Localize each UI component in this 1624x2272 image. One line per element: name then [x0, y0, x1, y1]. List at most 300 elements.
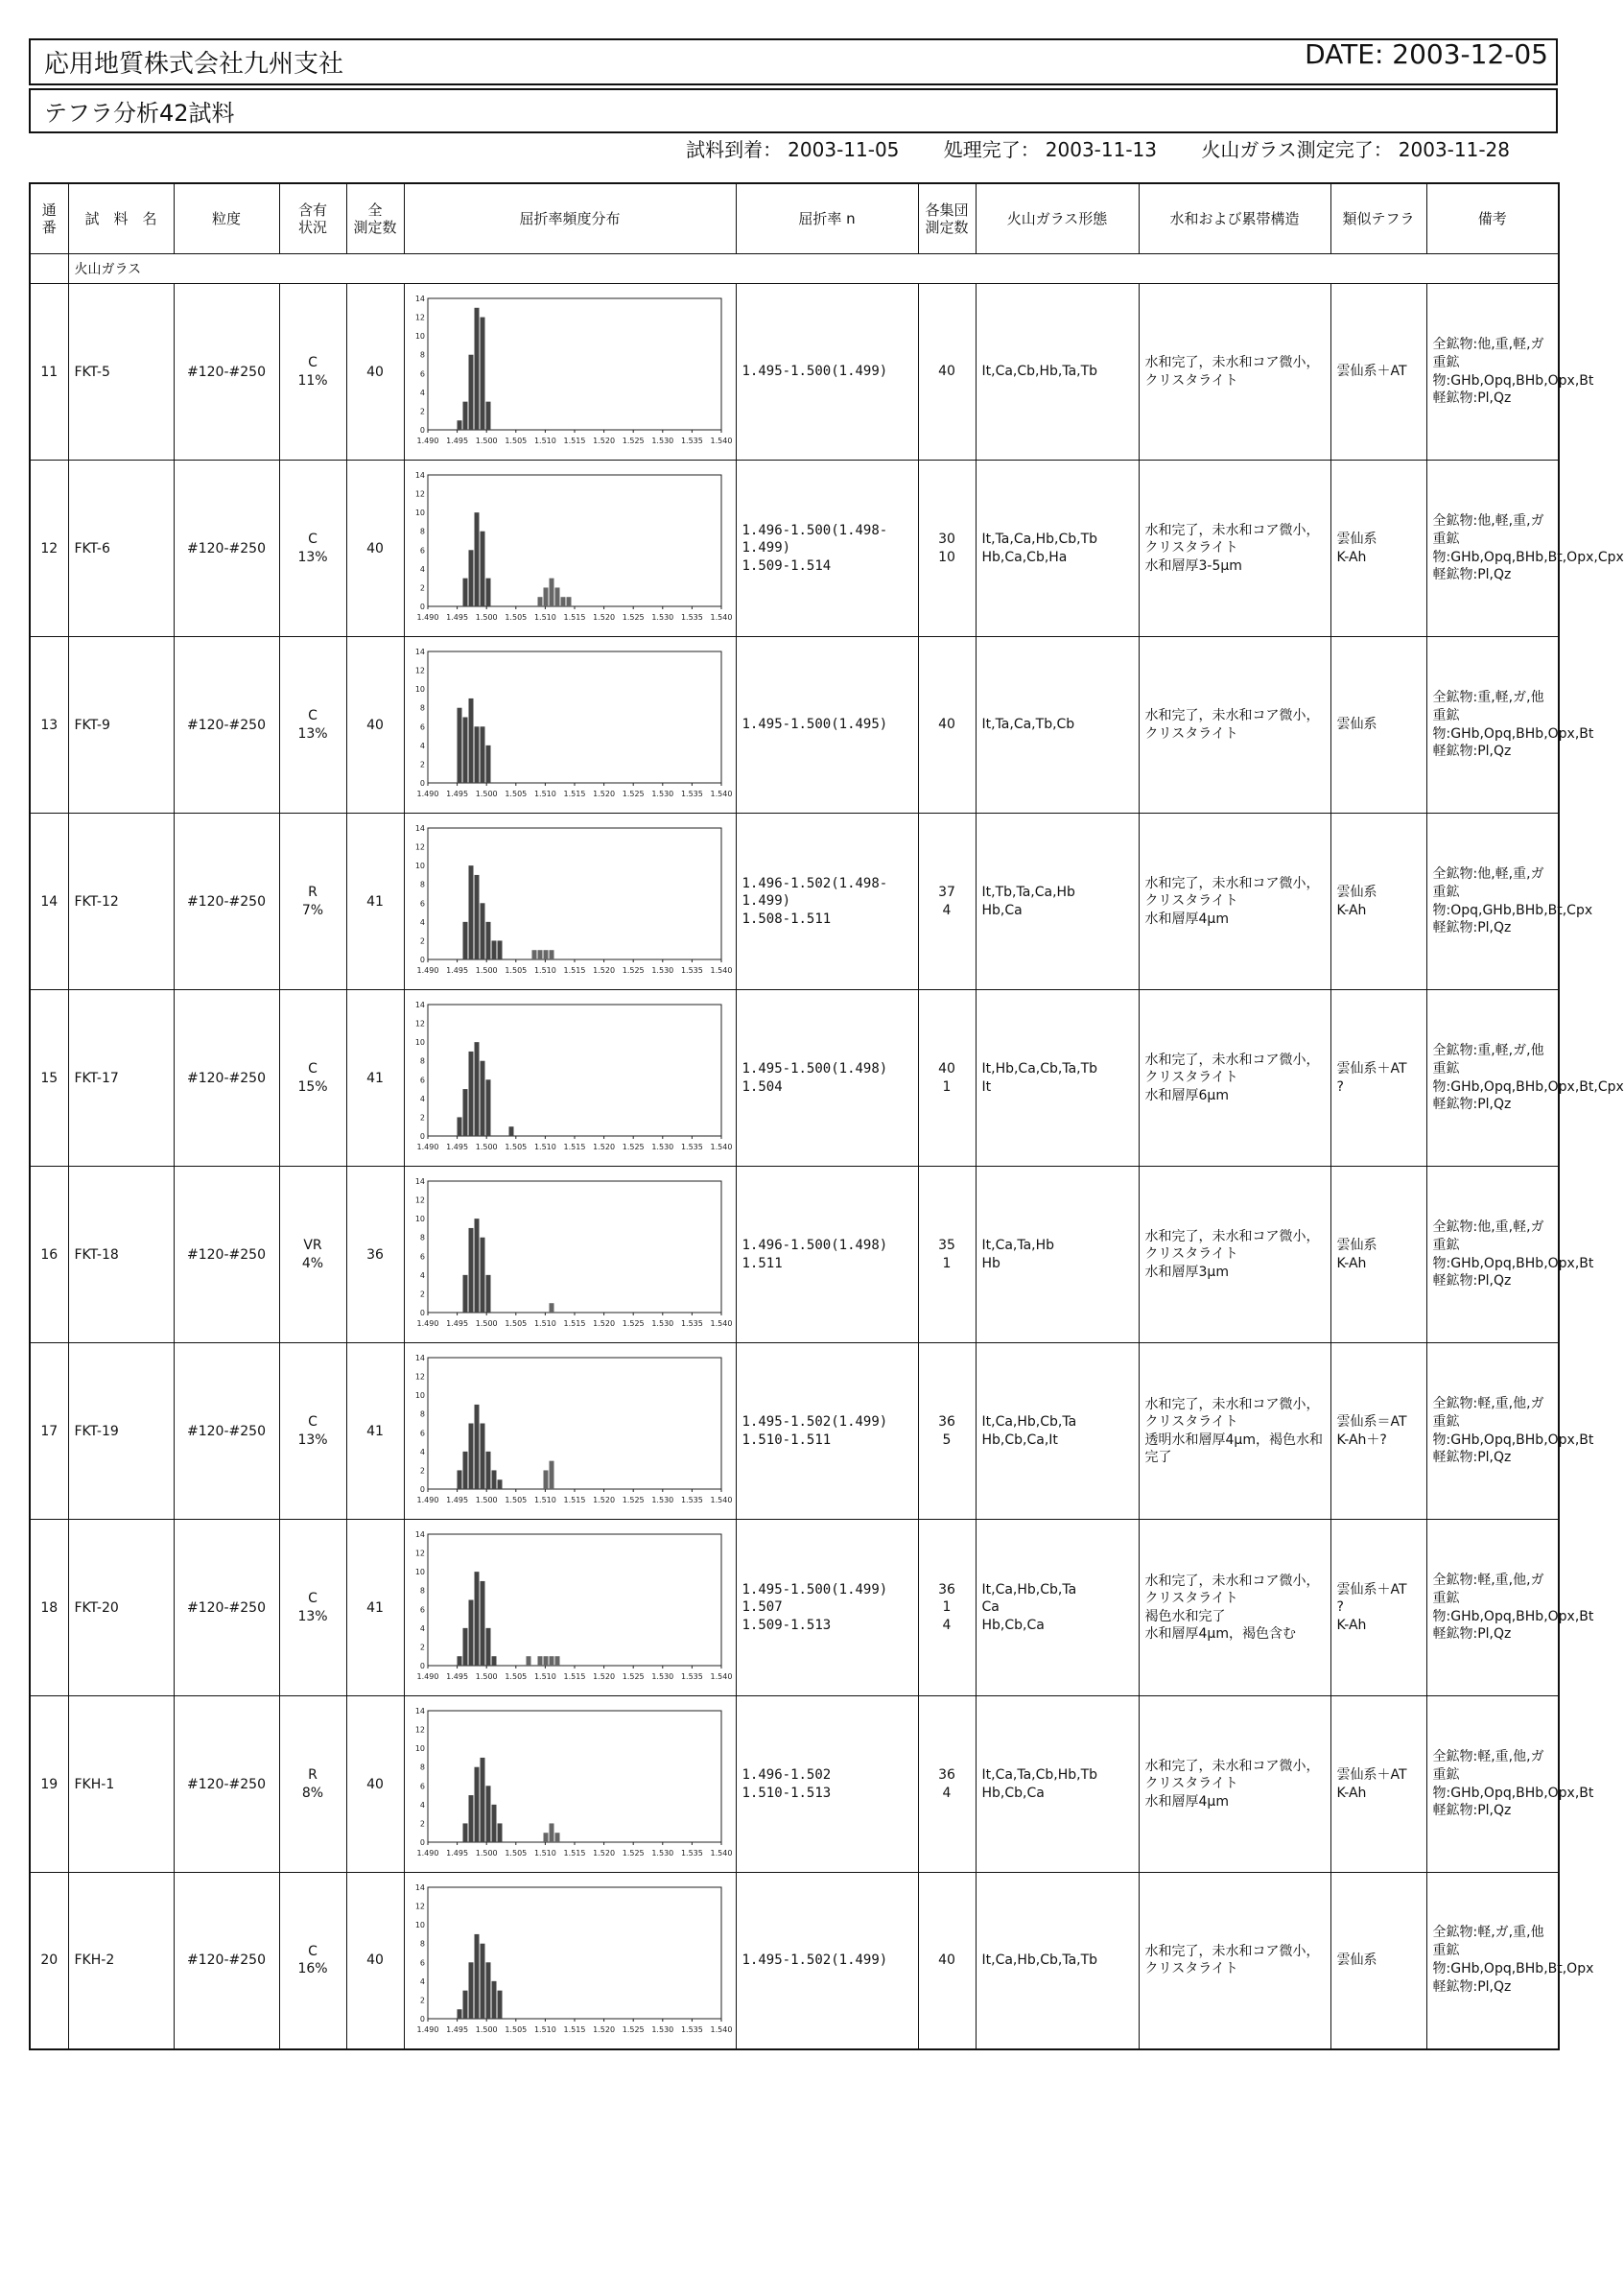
x-tick-label: 1.490: [416, 790, 438, 798]
y-tick-label: 14: [414, 295, 425, 303]
y-tick-label: 0: [419, 1838, 425, 1847]
x-tick-label: 1.510: [533, 966, 556, 975]
similar-tephra: 雲仙系: [1330, 1873, 1426, 2049]
x-tick-label: 1.515: [563, 1319, 585, 1328]
x-tick-label: 1.495: [445, 1849, 468, 1858]
x-tick-label: 1.510: [533, 2024, 556, 2034]
processed-date: 2003-11-13: [1045, 138, 1157, 161]
histogram-bar: [491, 1981, 496, 2019]
x-tick-label: 1.500: [475, 1496, 498, 1504]
x-tick-label: 1.525: [622, 1672, 645, 1681]
x-tick-label: 1.520: [592, 1319, 615, 1328]
x-tick-label: 1.520: [592, 966, 615, 975]
x-tick-label: 1.510: [533, 437, 556, 445]
histogram-bar: [491, 1805, 496, 1842]
x-tick-label: 1.540: [710, 1672, 732, 1681]
histogram-bar: [531, 950, 536, 959]
col-name: 試 料 名: [68, 183, 174, 254]
histogram-chart: [411, 1705, 732, 1863]
x-tick-label: 1.535: [680, 790, 703, 798]
histogram-bar: [543, 1656, 548, 1666]
histogram-bar: [497, 1479, 502, 1489]
no: 12: [30, 461, 68, 637]
y-tick-label: 0: [419, 426, 425, 435]
x-tick-label: 1.505: [504, 1849, 527, 1858]
refractive-index: 1.495-1.500(1.499) 1.507 1.509-1.513: [736, 1520, 918, 1696]
y-tick-label: 4: [419, 917, 425, 927]
arrival-label: 試料到着：: [686, 138, 783, 161]
measured-date-group: [1201, 138, 1510, 161]
table-row: [30, 1696, 1559, 1873]
y-tick-label: 8: [419, 1939, 425, 1949]
y-tick-label: 14: [414, 824, 425, 833]
histogram-bar: [480, 1238, 484, 1313]
refractive-index: 1.495-1.500(1.495): [736, 637, 918, 814]
x-tick-label: 1.500: [475, 1672, 498, 1681]
histogram-bar: [549, 950, 553, 959]
x-tick-label: 1.530: [650, 1849, 673, 1858]
refractive-index: 1.496-1.500(1.498) 1.511: [736, 1167, 918, 1343]
histogram-bar: [480, 1943, 484, 2018]
refractive-index: 1.496-1.502(1.498-1.499) 1.508-1.511: [736, 814, 918, 990]
glass-shape: It,Ca,Hb,Cb,Ta Ca Hb,Cb,Ca: [976, 1520, 1139, 1696]
table-row: [30, 1873, 1559, 2049]
x-tick-label: 1.515: [563, 613, 585, 622]
histogram-bar: [549, 579, 553, 606]
x-tick-label: 1.495: [445, 790, 468, 798]
histogram: [404, 461, 736, 637]
x-tick-label: 1.540: [710, 613, 732, 622]
sample-name: FKT-17: [68, 990, 174, 1167]
y-tick-label: 2: [419, 407, 425, 416]
tephra-table: [29, 182, 1624, 2050]
histogram-bar: [468, 355, 473, 430]
col-hist: 屈折率頻度分布: [404, 183, 736, 254]
hydration: 水和完了，未水和コア微小，クリスタライト 透明水和層厚4μm，褐色水和完了: [1139, 1343, 1330, 1520]
histogram-bar: [491, 940, 496, 959]
x-tick-label: 1.500: [475, 790, 498, 798]
remarks: 全鉱物:軽,重,他,ガ 重鉱物:GHb,Opq,BHb,Opx,Bt 軽鉱物:Pl,Qz: [1426, 1343, 1559, 1520]
histogram-bar: [526, 1656, 530, 1666]
histogram-bar: [485, 1079, 490, 1136]
histogram-bar: [480, 903, 484, 959]
y-tick-label: 14: [414, 1177, 425, 1186]
glass-shape: It,Hb,Ca,Cb,Ta,Tb It: [976, 990, 1139, 1167]
measured-label: 火山ガラス測定完了：: [1201, 138, 1393, 161]
y-tick-label: 12: [414, 1195, 425, 1205]
x-tick-label: 1.525: [622, 1143, 645, 1151]
y-tick-label: 6: [419, 1252, 425, 1262]
content-status: C 11%: [279, 284, 346, 461]
x-tick-label: 1.510: [533, 790, 556, 798]
y-tick-label: 10: [414, 509, 425, 518]
histogram-bar: [497, 940, 502, 959]
y-tick-label: 8: [419, 1056, 425, 1066]
histogram-bar: [480, 1424, 484, 1490]
x-tick-label: 1.520: [592, 1143, 615, 1151]
refractive-index: 1.496-1.500(1.498-1.499) 1.509-1.514: [736, 461, 918, 637]
col-grain: 粒度: [174, 183, 279, 254]
total-count: 40: [346, 637, 404, 814]
content-status: C 13%: [279, 461, 346, 637]
remarks: 全鉱物:他,重,軽,ガ 重鉱物:GHb,Opq,BHb,Opx,Bt 軽鉱物:Pl,Qz: [1426, 1167, 1559, 1343]
x-tick-label: 1.515: [563, 1496, 585, 1504]
arrival-date-group: [686, 138, 899, 161]
y-tick-label: 12: [414, 842, 425, 852]
histogram-bar: [485, 1275, 490, 1313]
histogram-chart: [411, 1352, 732, 1510]
y-tick-label: 6: [419, 722, 425, 732]
sample-name: FKT-20: [68, 1520, 174, 1696]
y-tick-label: 12: [414, 489, 425, 499]
group-row: [30, 254, 1559, 284]
y-tick-label: 0: [419, 1132, 425, 1141]
hydration: 水和完了，未水和コア微小，クリスタライト 水和層厚3μm: [1139, 1167, 1330, 1343]
x-tick-label: 1.540: [710, 966, 732, 975]
histogram-bar: [485, 1452, 490, 1489]
histogram-bar: [543, 587, 548, 606]
group-count: 36 1 4: [918, 1520, 976, 1696]
group-count: 35 1: [918, 1167, 976, 1343]
refractive-index: 1.495-1.502(1.499) 1.510-1.511: [736, 1343, 918, 1520]
y-tick-label: 14: [414, 648, 425, 656]
y-tick-label: 8: [419, 350, 425, 360]
y-tick-label: 0: [419, 1662, 425, 1670]
histogram-bar: [485, 402, 490, 430]
y-tick-label: 4: [419, 741, 425, 750]
similar-tephra: 雲仙系＋AT ? K-Ah: [1330, 1520, 1426, 1696]
content-status: C 13%: [279, 1343, 346, 1520]
histogram-bar: [474, 1405, 479, 1489]
histogram-chart: [411, 1882, 732, 2040]
histogram-chart: [411, 646, 732, 804]
total-count: 40: [346, 461, 404, 637]
x-tick-label: 1.520: [592, 437, 615, 445]
total-count: 41: [346, 814, 404, 990]
histogram-bar: [554, 1656, 559, 1666]
content-status: R 8%: [279, 1696, 346, 1873]
x-tick-label: 1.500: [475, 2024, 498, 2034]
x-tick-label: 1.510: [533, 1319, 556, 1328]
histogram-bar: [537, 597, 542, 606]
y-tick-label: 14: [414, 1354, 425, 1362]
y-tick-label: 2: [419, 760, 425, 769]
y-tick-label: 14: [414, 1530, 425, 1539]
x-tick-label: 1.495: [445, 613, 468, 622]
histogram-bar: [462, 1823, 467, 1842]
total-count: 41: [346, 1520, 404, 1696]
x-tick-label: 1.540: [710, 437, 732, 445]
histogram-bar: [480, 1581, 484, 1666]
x-tick-label: 1.520: [592, 613, 615, 622]
x-tick-label: 1.535: [680, 2024, 703, 2034]
group-count: 37 4: [918, 814, 976, 990]
histogram-bar: [468, 698, 473, 783]
x-tick-label: 1.495: [445, 437, 468, 445]
histogram-bar: [485, 1962, 490, 2019]
y-tick-label: 12: [414, 1902, 425, 1911]
y-tick-label: 8: [419, 703, 425, 713]
histogram-bar: [457, 1656, 461, 1666]
y-tick-label: 14: [414, 1707, 425, 1716]
glass-shape: It,Ca,Cb,Hb,Ta,Tb: [976, 284, 1139, 461]
x-tick-label: 1.510: [533, 1672, 556, 1681]
x-tick-label: 1.505: [504, 613, 527, 622]
histogram-bar: [485, 1628, 490, 1666]
arrival-date: 2003-11-05: [788, 138, 900, 161]
histogram-bar: [457, 1470, 461, 1489]
y-tick-label: 2: [419, 1819, 425, 1829]
x-tick-label: 1.495: [445, 2024, 468, 2034]
x-tick-label: 1.530: [650, 1319, 673, 1328]
x-tick-label: 1.490: [416, 1319, 438, 1328]
histogram: [404, 637, 736, 814]
y-tick-label: 0: [419, 1309, 425, 1317]
x-tick-label: 1.525: [622, 1849, 645, 1858]
histogram-bar: [543, 1833, 548, 1842]
x-tick-label: 1.540: [710, 2024, 732, 2034]
report-subtitle: テフラ分析42試料: [29, 88, 1558, 133]
grain-size: #120-#250: [174, 284, 279, 461]
histogram-bar: [554, 1833, 559, 1842]
histogram-bar: [468, 865, 473, 959]
no: 13: [30, 637, 68, 814]
x-tick-label: 1.510: [533, 613, 556, 622]
measured-date: 2003-11-28: [1398, 138, 1510, 161]
x-tick-label: 1.500: [475, 1319, 498, 1328]
histogram: [404, 990, 736, 1167]
x-tick-label: 1.515: [563, 1849, 585, 1858]
x-tick-label: 1.530: [650, 613, 673, 622]
histogram-bar: [485, 922, 490, 959]
histogram: [404, 1343, 736, 1520]
y-tick-label: 2: [419, 1996, 425, 2005]
x-tick-label: 1.525: [622, 437, 645, 445]
group-count: 40 1: [918, 990, 976, 1167]
x-tick-label: 1.515: [563, 2024, 585, 2034]
glass-shape: It,Ca,Hb,Cb,Ta,Tb: [976, 1873, 1139, 2049]
x-tick-label: 1.495: [445, 1319, 468, 1328]
hydration: 水和完了，未水和コア微小，クリスタライト: [1139, 1873, 1330, 2049]
grain-size: #120-#250: [174, 1167, 279, 1343]
y-tick-label: 4: [419, 1976, 425, 1986]
group-count: 40: [918, 637, 976, 814]
histogram-bar: [537, 950, 542, 959]
x-tick-label: 1.490: [416, 437, 438, 445]
sample-name: FKH-2: [68, 1873, 174, 2049]
histogram-bar: [491, 1656, 496, 1666]
table-row: [30, 814, 1559, 990]
histogram-chart: [411, 469, 732, 627]
no: 19: [30, 1696, 68, 1873]
x-tick-label: 1.525: [622, 1319, 645, 1328]
remarks: 全鉱物:軽,ガ,重,他 重鉱物:GHb,Opq,BHb,Bt,Opx 軽鉱物:Pl,Qz: [1426, 1873, 1559, 2049]
x-tick-label: 1.515: [563, 966, 585, 975]
table-row: [30, 1520, 1559, 1696]
hydration: 水和完了，未水和コア微小，クリスタライト 水和層厚4μm: [1139, 814, 1330, 990]
hydration: 水和完了，未水和コア微小，クリスタライト 水和層厚6μm: [1139, 990, 1330, 1167]
group-count: 36 4: [918, 1696, 976, 1873]
y-tick-label: 4: [419, 1800, 425, 1810]
histogram-bar: [457, 2009, 461, 2019]
col-similar: 類似テフラ: [1330, 183, 1426, 254]
y-tick-label: 4: [419, 564, 425, 574]
y-tick-label: 10: [414, 332, 425, 342]
col-shape: 火山ガラス形態: [976, 183, 1139, 254]
x-tick-label: 1.515: [563, 437, 585, 445]
refractive-index: 1.495-1.500(1.499): [736, 284, 918, 461]
x-tick-label: 1.535: [680, 437, 703, 445]
x-tick-label: 1.535: [680, 1849, 703, 1858]
histogram: [404, 1696, 736, 1873]
table-row: [30, 637, 1559, 814]
x-tick-label: 1.540: [710, 1849, 732, 1858]
date-box: [1305, 38, 1548, 70]
histogram-bar: [462, 579, 467, 606]
histogram-bar: [485, 746, 490, 783]
histogram-bar: [474, 1572, 479, 1666]
similar-tephra: 雲仙系 K-Ah: [1330, 461, 1426, 637]
y-tick-label: 12: [414, 1019, 425, 1029]
y-tick-label: 0: [419, 956, 425, 964]
content-status: C 13%: [279, 1520, 346, 1696]
hydration: 水和完了，未水和コア微小，クリスタライト: [1139, 637, 1330, 814]
y-tick-label: 8: [419, 1409, 425, 1419]
remarks: 全鉱物:他,軽,重,ガ 重鉱物:Opq,GHb,BHb,Bt,Cpx 軽鉱物:Pl,Qz: [1426, 814, 1559, 990]
histogram-bar: [543, 1470, 548, 1489]
histogram-bar: [474, 512, 479, 606]
y-tick-label: 12: [414, 313, 425, 322]
x-tick-label: 1.505: [504, 1143, 527, 1151]
x-tick-label: 1.490: [416, 2024, 438, 2034]
refractive-index: 1.495-1.500(1.498) 1.504: [736, 990, 918, 1167]
x-tick-label: 1.490: [416, 1849, 438, 1858]
x-tick-label: 1.520: [592, 1496, 615, 1504]
histogram: [404, 1873, 736, 2049]
y-tick-label: 0: [419, 603, 425, 611]
remarks: 全鉱物:他,軽,重,ガ 重鉱物:GHb,Opq,BHb,Bt,Opx,Cpx 軽鉱物:Pl,Qz: [1426, 461, 1559, 637]
histogram-bar: [554, 587, 559, 606]
content-status: C 15%: [279, 990, 346, 1167]
x-tick-label: 1.530: [650, 1143, 673, 1151]
x-tick-label: 1.495: [445, 1672, 468, 1681]
x-tick-label: 1.500: [475, 613, 498, 622]
report-date: DATE: 2003-12-05: [1305, 38, 1548, 70]
x-tick-label: 1.505: [504, 1319, 527, 1328]
y-tick-label: 6: [419, 899, 425, 909]
similar-tephra: 雲仙系 K-Ah: [1330, 1167, 1426, 1343]
y-tick-label: 6: [419, 1782, 425, 1791]
y-tick-label: 6: [419, 369, 425, 379]
y-tick-label: 10: [414, 1391, 425, 1401]
histogram: [404, 1167, 736, 1343]
histogram-bar: [462, 1275, 467, 1313]
x-tick-label: 1.490: [416, 1496, 438, 1504]
histogram-bar: [474, 1219, 479, 1313]
y-tick-label: 14: [414, 471, 425, 480]
histogram-bar: [462, 1990, 467, 2018]
x-tick-label: 1.535: [680, 1319, 703, 1328]
table-header-row: [30, 183, 1559, 254]
col-count: 各集団 測定数: [918, 183, 976, 254]
y-tick-label: 4: [419, 1270, 425, 1280]
total-count: 36: [346, 1167, 404, 1343]
x-tick-label: 1.530: [650, 2024, 673, 2034]
x-tick-label: 1.535: [680, 613, 703, 622]
col-remarks: 備考: [1426, 183, 1559, 254]
y-tick-label: 4: [419, 388, 425, 397]
group-count: 40: [918, 1873, 976, 2049]
histogram-bar: [480, 726, 484, 783]
x-tick-label: 1.490: [416, 966, 438, 975]
x-tick-label: 1.500: [475, 1849, 498, 1858]
col-content: 含有 状況: [279, 183, 346, 254]
no: 14: [30, 814, 68, 990]
x-tick-label: 1.535: [680, 1143, 703, 1151]
grain-size: #120-#250: [174, 1343, 279, 1520]
x-tick-label: 1.490: [416, 613, 438, 622]
histogram-chart: [411, 1528, 732, 1687]
grain-size: #120-#250: [174, 814, 279, 990]
x-tick-label: 1.500: [475, 1143, 498, 1151]
similar-tephra: 雲仙系: [1330, 637, 1426, 814]
table-row: [30, 284, 1559, 461]
similar-tephra: 雲仙系＝AT K-Ah＋?: [1330, 1343, 1426, 1520]
col-no: 通番: [30, 183, 68, 254]
hydration: 水和完了，未水和コア微小，クリスタライト 水和層厚3-5μm: [1139, 461, 1330, 637]
col-total: 全 測定数: [346, 183, 404, 254]
histogram-bar: [462, 1452, 467, 1489]
x-tick-label: 1.495: [445, 1496, 468, 1504]
histogram-bar: [457, 1117, 461, 1136]
y-tick-label: 2: [419, 1466, 425, 1476]
x-tick-label: 1.530: [650, 1496, 673, 1504]
y-tick-label: 8: [419, 1586, 425, 1596]
y-tick-label: 2: [419, 1113, 425, 1123]
processed-label: 処理完了：: [943, 138, 1040, 161]
glass-shape: It,Ca,Hb,Cb,Ta Hb,Cb,Ca,It: [976, 1343, 1139, 1520]
y-tick-label: 2: [419, 583, 425, 593]
no: 16: [30, 1167, 68, 1343]
sample-name: FKT-12: [68, 814, 174, 990]
y-tick-label: 0: [419, 2014, 425, 2024]
histogram-bar: [485, 1786, 490, 1842]
x-tick-label: 1.515: [563, 1143, 585, 1151]
histogram-chart: [411, 822, 732, 981]
content-status: VR 4%: [279, 1167, 346, 1343]
histogram-bar: [508, 1126, 513, 1136]
histogram-bar: [497, 1990, 502, 2018]
histogram-bar: [457, 708, 461, 783]
histogram-chart: [411, 1175, 732, 1334]
x-tick-label: 1.505: [504, 1672, 527, 1681]
histogram-bar: [468, 1228, 473, 1313]
x-tick-label: 1.540: [710, 1143, 732, 1151]
grain-size: #120-#250: [174, 637, 279, 814]
group-count: 40: [918, 284, 976, 461]
histogram-chart: [411, 293, 732, 451]
y-tick-label: 0: [419, 779, 425, 788]
no: 18: [30, 1520, 68, 1696]
content-status: C 16%: [279, 1873, 346, 2049]
process-dates: [686, 134, 1548, 162]
x-tick-label: 1.535: [680, 1672, 703, 1681]
histogram-bar: [474, 1934, 479, 2019]
x-tick-label: 1.540: [710, 1319, 732, 1328]
group-count: 36 5: [918, 1343, 976, 1520]
table-row: [30, 1167, 1559, 1343]
total-count: 40: [346, 284, 404, 461]
